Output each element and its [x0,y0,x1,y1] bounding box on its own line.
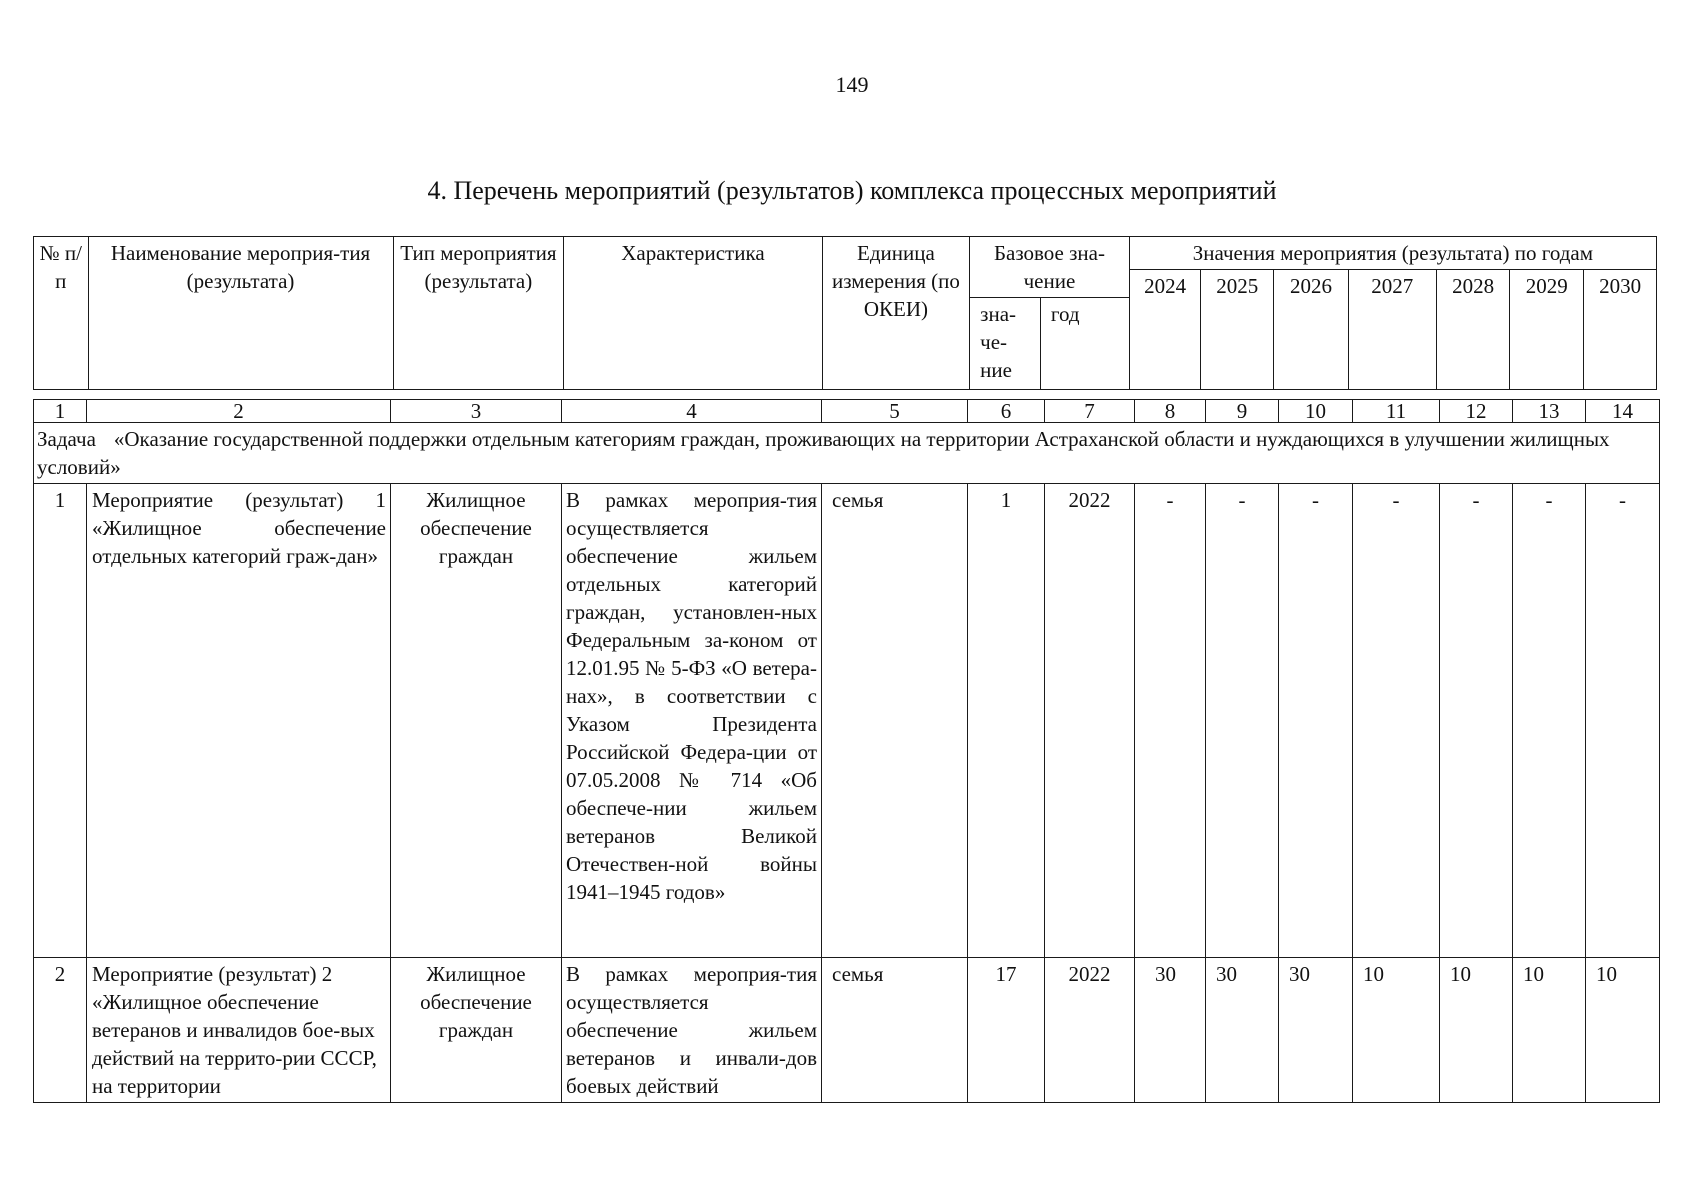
header-year-2025: 2025 [1201,270,1274,390]
base-year: 2022 [1045,958,1135,1103]
column-number: 4 [562,400,822,423]
task-cell [34,423,1660,484]
column-number: 13 [1513,400,1586,423]
value-2028: - [1440,484,1513,958]
base-value: 17 [968,958,1045,1103]
value-2026: - [1279,484,1353,958]
header-year-2030: 2030 [1584,270,1657,390]
header-characteristic: Характеристика [564,237,823,390]
header-year-2027: 2027 [1348,270,1436,390]
base-year: 2022 [1045,484,1135,958]
header-base-value: зна-че-ние [970,298,1041,390]
value-2027: 10 [1353,958,1440,1103]
task-row [34,423,1660,484]
value-2027: - [1353,484,1440,958]
activity-name: Мероприятие (результат) 2 «Жилищное обеспечение ветеранов и инвалидов бое-вых действий на террито-рии СССР, на территории [87,958,391,1103]
data-table [33,399,1660,1103]
column-number: 11 [1353,400,1440,423]
activity-type: Жилищное обеспечение граждан [391,484,562,958]
row-number: 1 [34,484,87,958]
unit: семья [822,958,968,1103]
document-title: 4. Перечень мероприятий (результатов) комплекса процессных мероприятий [427,176,1277,205]
base-value: 1 [968,484,1045,958]
column-number: 1 [34,400,87,423]
unit: семья [822,484,968,958]
value-2025: 30 [1206,958,1279,1103]
activity-characteristic: В рамках мероприя-тия осуществляется обеспечение жильем ветеранов и инвали-дов боевых действий [562,958,822,1103]
value-2029: - [1513,484,1586,958]
header-type: Тип мероприятия (результата) [393,237,564,390]
header-num: № п/п [34,237,89,390]
column-number: 8 [1135,400,1206,423]
value-2025: - [1206,484,1279,958]
column-number: 9 [1206,400,1279,423]
value-2029: 10 [1513,958,1586,1103]
header-unit: Единица измерения (по ОКЕИ) [822,237,969,390]
column-number: 6 [968,400,1045,423]
column-number: 2 [87,400,391,423]
value-2026: 30 [1279,958,1353,1103]
column-number: 5 [822,400,968,423]
column-numbers-row [34,400,1660,423]
value-2024: 30 [1135,958,1206,1103]
activity-characteristic: В рамках мероприя-тия осуществляется обеспечение жильем отдельных категорий граждан, установлен-ных Федеральным за-коном от 12.01.95 № 5-ФЗ «О ветера-нах», в соответствии с Указом Президента Российской Федера-ции от 07.05.2008 № 714 «Об обеспече-нии жильем ветеранов Великой Отечествен-ной войны 1941–1945 годов» [562,484,822,958]
header-name: Наименование мероприя-тия (результата) [88,237,393,390]
value-2030: - [1586,484,1660,958]
column-number: 7 [1045,400,1135,423]
header-base: Базовое зна-чение [970,237,1130,298]
header-year-2026: 2026 [1274,270,1349,390]
value-2028: 10 [1440,958,1513,1103]
value-2030: 10 [1586,958,1660,1103]
task-label: Задача [37,427,96,451]
column-number: 12 [1440,400,1513,423]
column-number: 14 [1586,400,1660,423]
header-years-group: Значения мероприятия (результата) по годам [1129,237,1656,270]
header-base-year: год [1040,298,1129,390]
header-year-2024: 2024 [1129,270,1201,390]
page-number: 149 [835,72,869,97]
value-2024: - [1135,484,1206,958]
task-text: «Оказание государственной поддержки отдельным категориям граждан, проживающих на территории Астраханской области и нуждающихся в улучшении жилищных условий» [37,427,1610,479]
header-year-2028: 2028 [1436,270,1510,390]
activity-type: Жилищное обеспечение граждан [391,958,562,1103]
table-row [34,958,1660,1103]
row-number: 2 [34,958,87,1103]
header-table [33,236,1657,390]
header-year-2029: 2029 [1510,270,1584,390]
column-number: 10 [1279,400,1353,423]
column-number: 3 [391,400,562,423]
table-row [34,484,1660,958]
activity-name: Мероприятие (результат) 1 «Жилищное обеспечение отдельных категорий граж-дан» [87,484,391,958]
